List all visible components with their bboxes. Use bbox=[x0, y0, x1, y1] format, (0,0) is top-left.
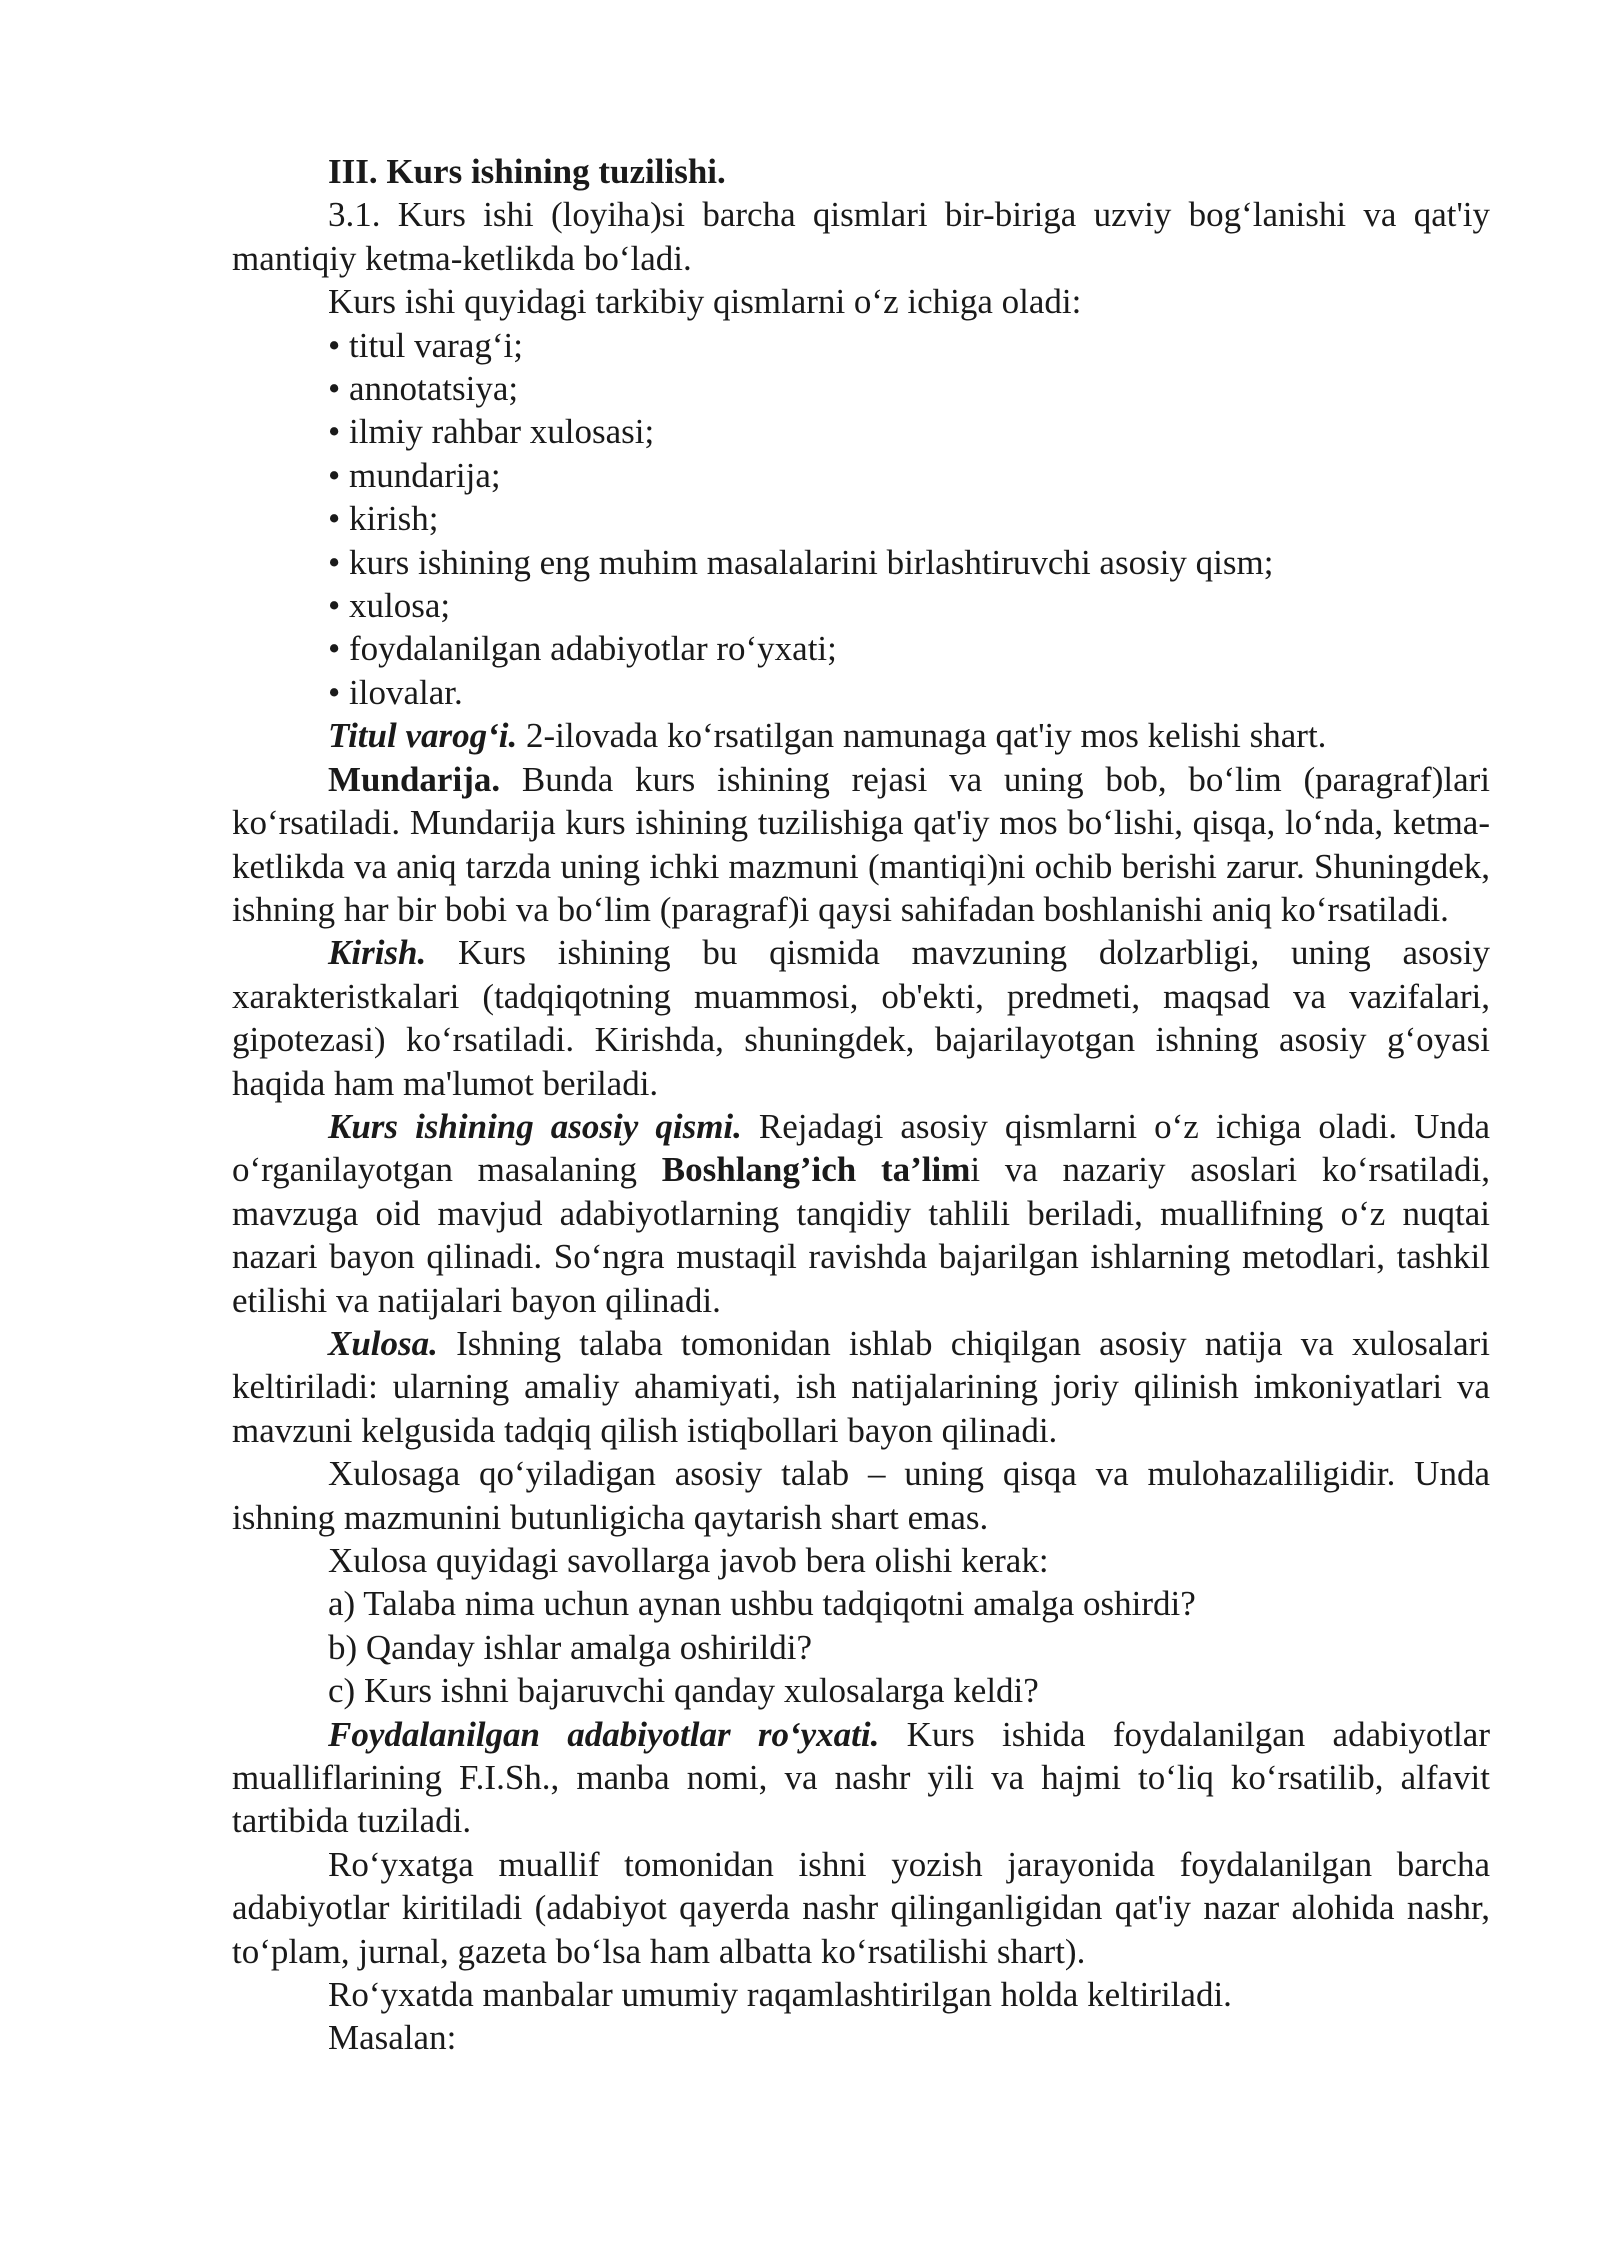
paragraph-royxat-1: Ro‘yxatga muallif tomonidan ishni yozish jarayonida foydalanilgan barcha adabiyotlar kiritiladi (adabiyot qayerda nashr qilinganligidan qat'iy nazar alohida nashr, to‘plam, jurnal, gazeta bo‘lsa ham albatta ko‘rsatilishi shart). bbox=[232, 1844, 1490, 1971]
paragraph-mundarija bbox=[232, 758, 1490, 932]
paragraph-masalan: Masalan: bbox=[328, 2018, 457, 2058]
text-adabiyotlar: Kurs ishida foydalanilgan adabiyotlar mualliflarining F.I.Sh., manba nomi, va nashr yili va hajmi to‘liq ko‘rsatilib, alfavit tartibida tuziladi. bbox=[232, 1714, 1490, 1841]
list-item: • kirish; bbox=[328, 499, 439, 539]
text-asosiy-a: Rejadagi asosiy qismlarni o‘z ichiga oladi. Unda o‘rganilayotgan masalaning bbox=[232, 1106, 1490, 1190]
term-kirish: Kirish. bbox=[328, 933, 427, 973]
text-titul: 2-ilovada ko‘rsatilgan namunaga qat'iy mos kelishi shart. bbox=[517, 716, 1327, 756]
section-heading: III. Kurs ishining tuzilishi. bbox=[328, 152, 726, 191]
paragraph-asosiy-qism bbox=[232, 1105, 1490, 1322]
list-item: • ilovalar. bbox=[328, 672, 463, 712]
text-kirish: Kurs ishining bu qismida mavzuning dolzarbligi, uning asosiy xarakteristkalari (tadqiqotning muammosi, ob'ekti, predmeti, maqsad va vazifalari, gipotezasi) ko‘rsatiladi. Kirishda, shuningdek, bajarilayotgan ishning asosiy g‘oyasi haqida ham ma'lumot beriladi. bbox=[232, 933, 1490, 1103]
text-asosiy-b: i va nazariy asoslari ko‘rsatiladi, mavzuga oid mavjud adabiyotlarning tanqidiy tahlili beriladi, muallifning o‘z nuqtai nazari bayon qilinadi. So‘ngra mustaqil ravishda bajarilgan ishlarning metodlari, tashkil etilishi va natijalari bayon qilinadi. bbox=[232, 1150, 1490, 1320]
list-item: • mundarija; bbox=[328, 455, 501, 495]
paragraph-xulosa-talab: Xulosaga qo‘yiladigan asosiy talab – uning qisqa va mulohazaliligidir. Unda ishning mazmunini butunligicha qaytarish shart emas. bbox=[232, 1454, 1490, 1537]
list-item: • ilmiy rahbar xulosasi; bbox=[328, 412, 655, 452]
paragraph-xulosa-savol: Xulosa quyidagi savollarga javob bera olishi kerak: bbox=[328, 1541, 1049, 1580]
term-mundarija: Mundarija. bbox=[328, 759, 501, 799]
paragraph-royxat-2: Ro‘yxatda manbalar umumiy raqamlashtirilgan holda keltiriladi. bbox=[328, 1975, 1232, 2015]
question-item: c) Kurs ishni bajaruvchi qanday xulosalarga keldi? bbox=[328, 1671, 1039, 1711]
question-item: b) Qanday ishlar amalga oshirildi? bbox=[328, 1627, 813, 1667]
text-mundarija: Bunda kurs ishining rejasi va uning bob, bo‘lim (paragraf)lari ko‘rsatiladi. Mundarija kurs ishining tuzilishiga qat'iy mos bo‘lishi, qisqa, lo‘nda, ketma-ketlikda va aniq tarzda uning ichki mazmuni (mantiqi)ni ochib berishi zarur. Shuningdek, ishning har bir bobi va bo‘lim (paragraf)i qaysi sahifadan boshlanishi aniq ko‘rsatiladi. bbox=[232, 759, 1490, 929]
paragraph-3-1: 3.1. Kurs ishi (loyiha)si barcha qismlari bir-biriga uzviy bog‘lanishi va qat'iy mantiqiy ketma-ketlikda bo‘ladi. bbox=[232, 195, 1490, 278]
term-adabiyotlar: Foydalanilgan adabiyotlar ro‘yxati. bbox=[328, 1714, 880, 1754]
list-item: • titul varag‘i; bbox=[328, 325, 523, 365]
list-intro: Kurs ishi quyidagi tarkibiy qismlarni o‘z ichiga oladi: bbox=[328, 282, 1082, 322]
list-item: • annotatsiya; bbox=[328, 369, 519, 409]
term-xulosa: Xulosa. bbox=[328, 1323, 438, 1363]
list-item: • xulosa; bbox=[328, 586, 451, 626]
paragraph-adabiyotlar bbox=[232, 1713, 1490, 1843]
paragraph-titul bbox=[232, 714, 1490, 757]
bold-boshlangich: Boshlang’ich ta’lim bbox=[661, 1150, 971, 1190]
term-titul: Titul varog‘i. bbox=[328, 716, 518, 756]
question-item: a) Talaba nima uchun aynan ushbu tadqiqotni amalga oshirdi? bbox=[328, 1584, 1196, 1624]
document-page bbox=[232, 150, 1490, 2060]
paragraph-kirish bbox=[232, 931, 1490, 1105]
paragraph-xulosa bbox=[232, 1322, 1490, 1452]
term-asosiy-qism: Kurs ishining asosiy qismi. bbox=[328, 1106, 742, 1146]
list-item: • kurs ishining eng muhim masalalarini birlashtiruvchi asosiy qism; bbox=[328, 542, 1274, 582]
list-item: • foydalanilgan adabiyotlar ro‘yxati; bbox=[328, 629, 837, 669]
text-xulosa: Ishning talaba tomonidan ishlab chiqilgan asosiy natija va xulosalari keltiriladi: ularning amaliy ahamiyati, ish natijalarining joriy qilinish imkoniyatlari va mavzuni kelgusida tadqiq qilish istiqbollari bayon qilinadi. bbox=[232, 1323, 1490, 1450]
